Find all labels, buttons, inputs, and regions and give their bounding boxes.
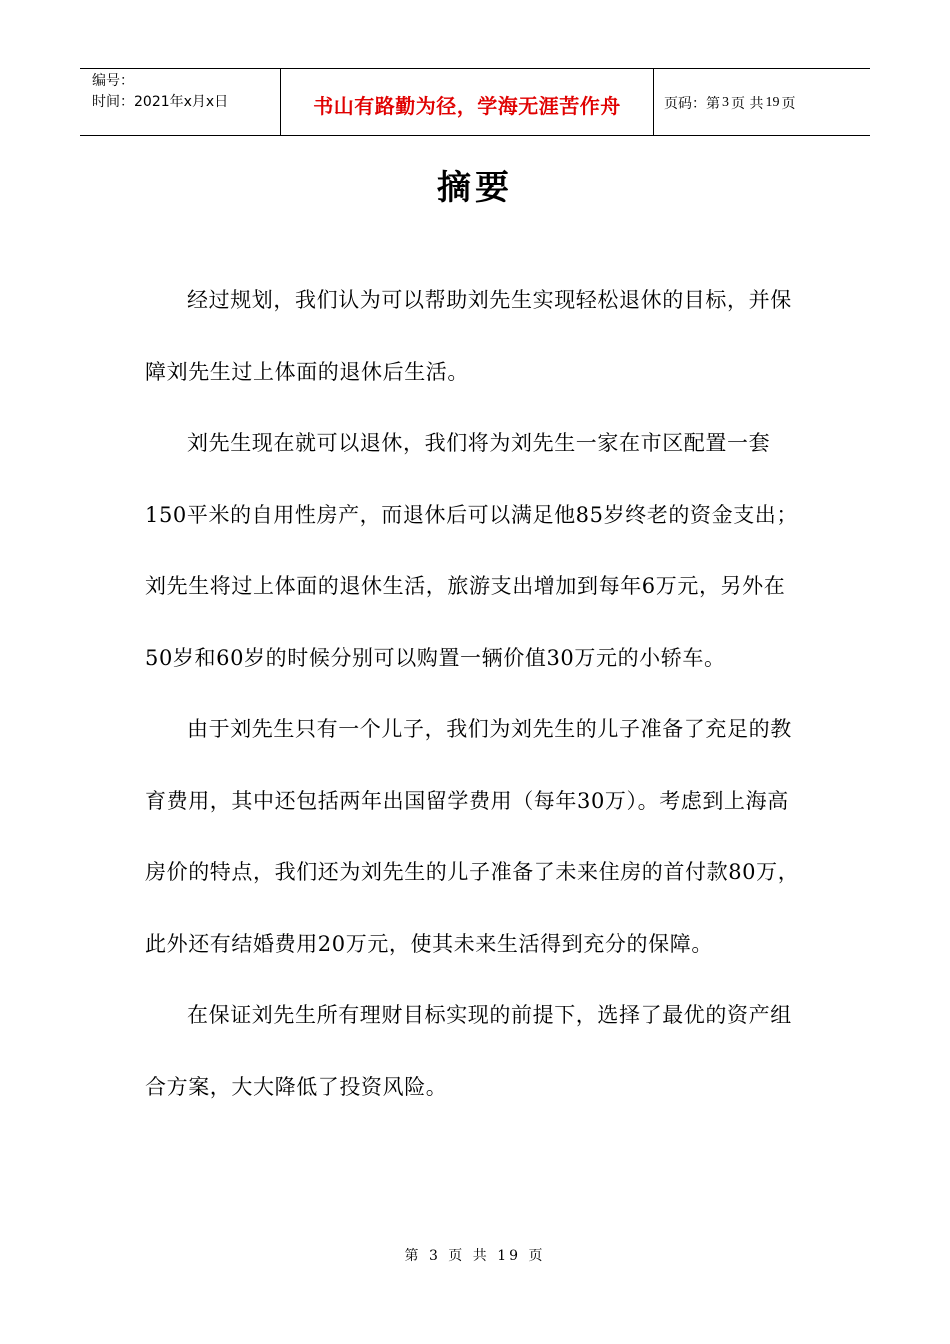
page-current: 3 <box>722 95 729 110</box>
page-footer: 第 3 页 共 19 页 <box>404 1248 546 1264</box>
paragraph: 在保证刘先生所有理财目标实现的前提下，选择了最优的资产组合方案，大大降低了投资风险。 <box>145 1003 792 1099</box>
number-label: 编号： <box>92 73 134 89</box>
document-title: 摘要 <box>437 168 513 208</box>
header-meta-cell <box>80 69 281 135</box>
header-page-cell <box>654 69 870 135</box>
page-total: 19 <box>765 95 780 110</box>
page-mid: 页 共 <box>731 96 764 112</box>
motto-text: 书山有路勤为径，学海无涯苦作舟 <box>313 93 621 118</box>
page-suffix: 页 <box>781 96 796 112</box>
time-label: 时间：2021年x月x日 <box>92 94 229 110</box>
paragraph: 由于刘先生只有一个儿子，我们为刘先生的儿子准备了充足的教育费用，其中还包括两年出国留学费用（每年30万）。考虑到上海高房价的特点，我们还为刘先生的儿子准备了未来住房的首付款80万，此外还有结婚费用20万元，使其未来生活得到充分的保障。 <box>145 717 800 956</box>
page-code-prefix: 页码：第 <box>664 96 720 112</box>
header-table <box>80 68 870 136</box>
paragraph: 经过规划，我们认为可以帮助刘先生实现轻松退休的目标，并保障刘先生过上体面的退休后生活。 <box>145 288 792 384</box>
paragraph: 刘先生现在就可以退休，我们将为刘先生一家在市区配置一套150平米的自用性房产，而退休后可以满足他85岁终老的资金支出；刘先生将过上体面的退休生活，旅游支出增加到每年6万元，另外在50岁和60岁的时候分别可以购置一辆价值30万元的小轿车。 <box>145 431 799 670</box>
document-body <box>145 265 810 1123</box>
header-motto-cell <box>281 69 654 135</box>
